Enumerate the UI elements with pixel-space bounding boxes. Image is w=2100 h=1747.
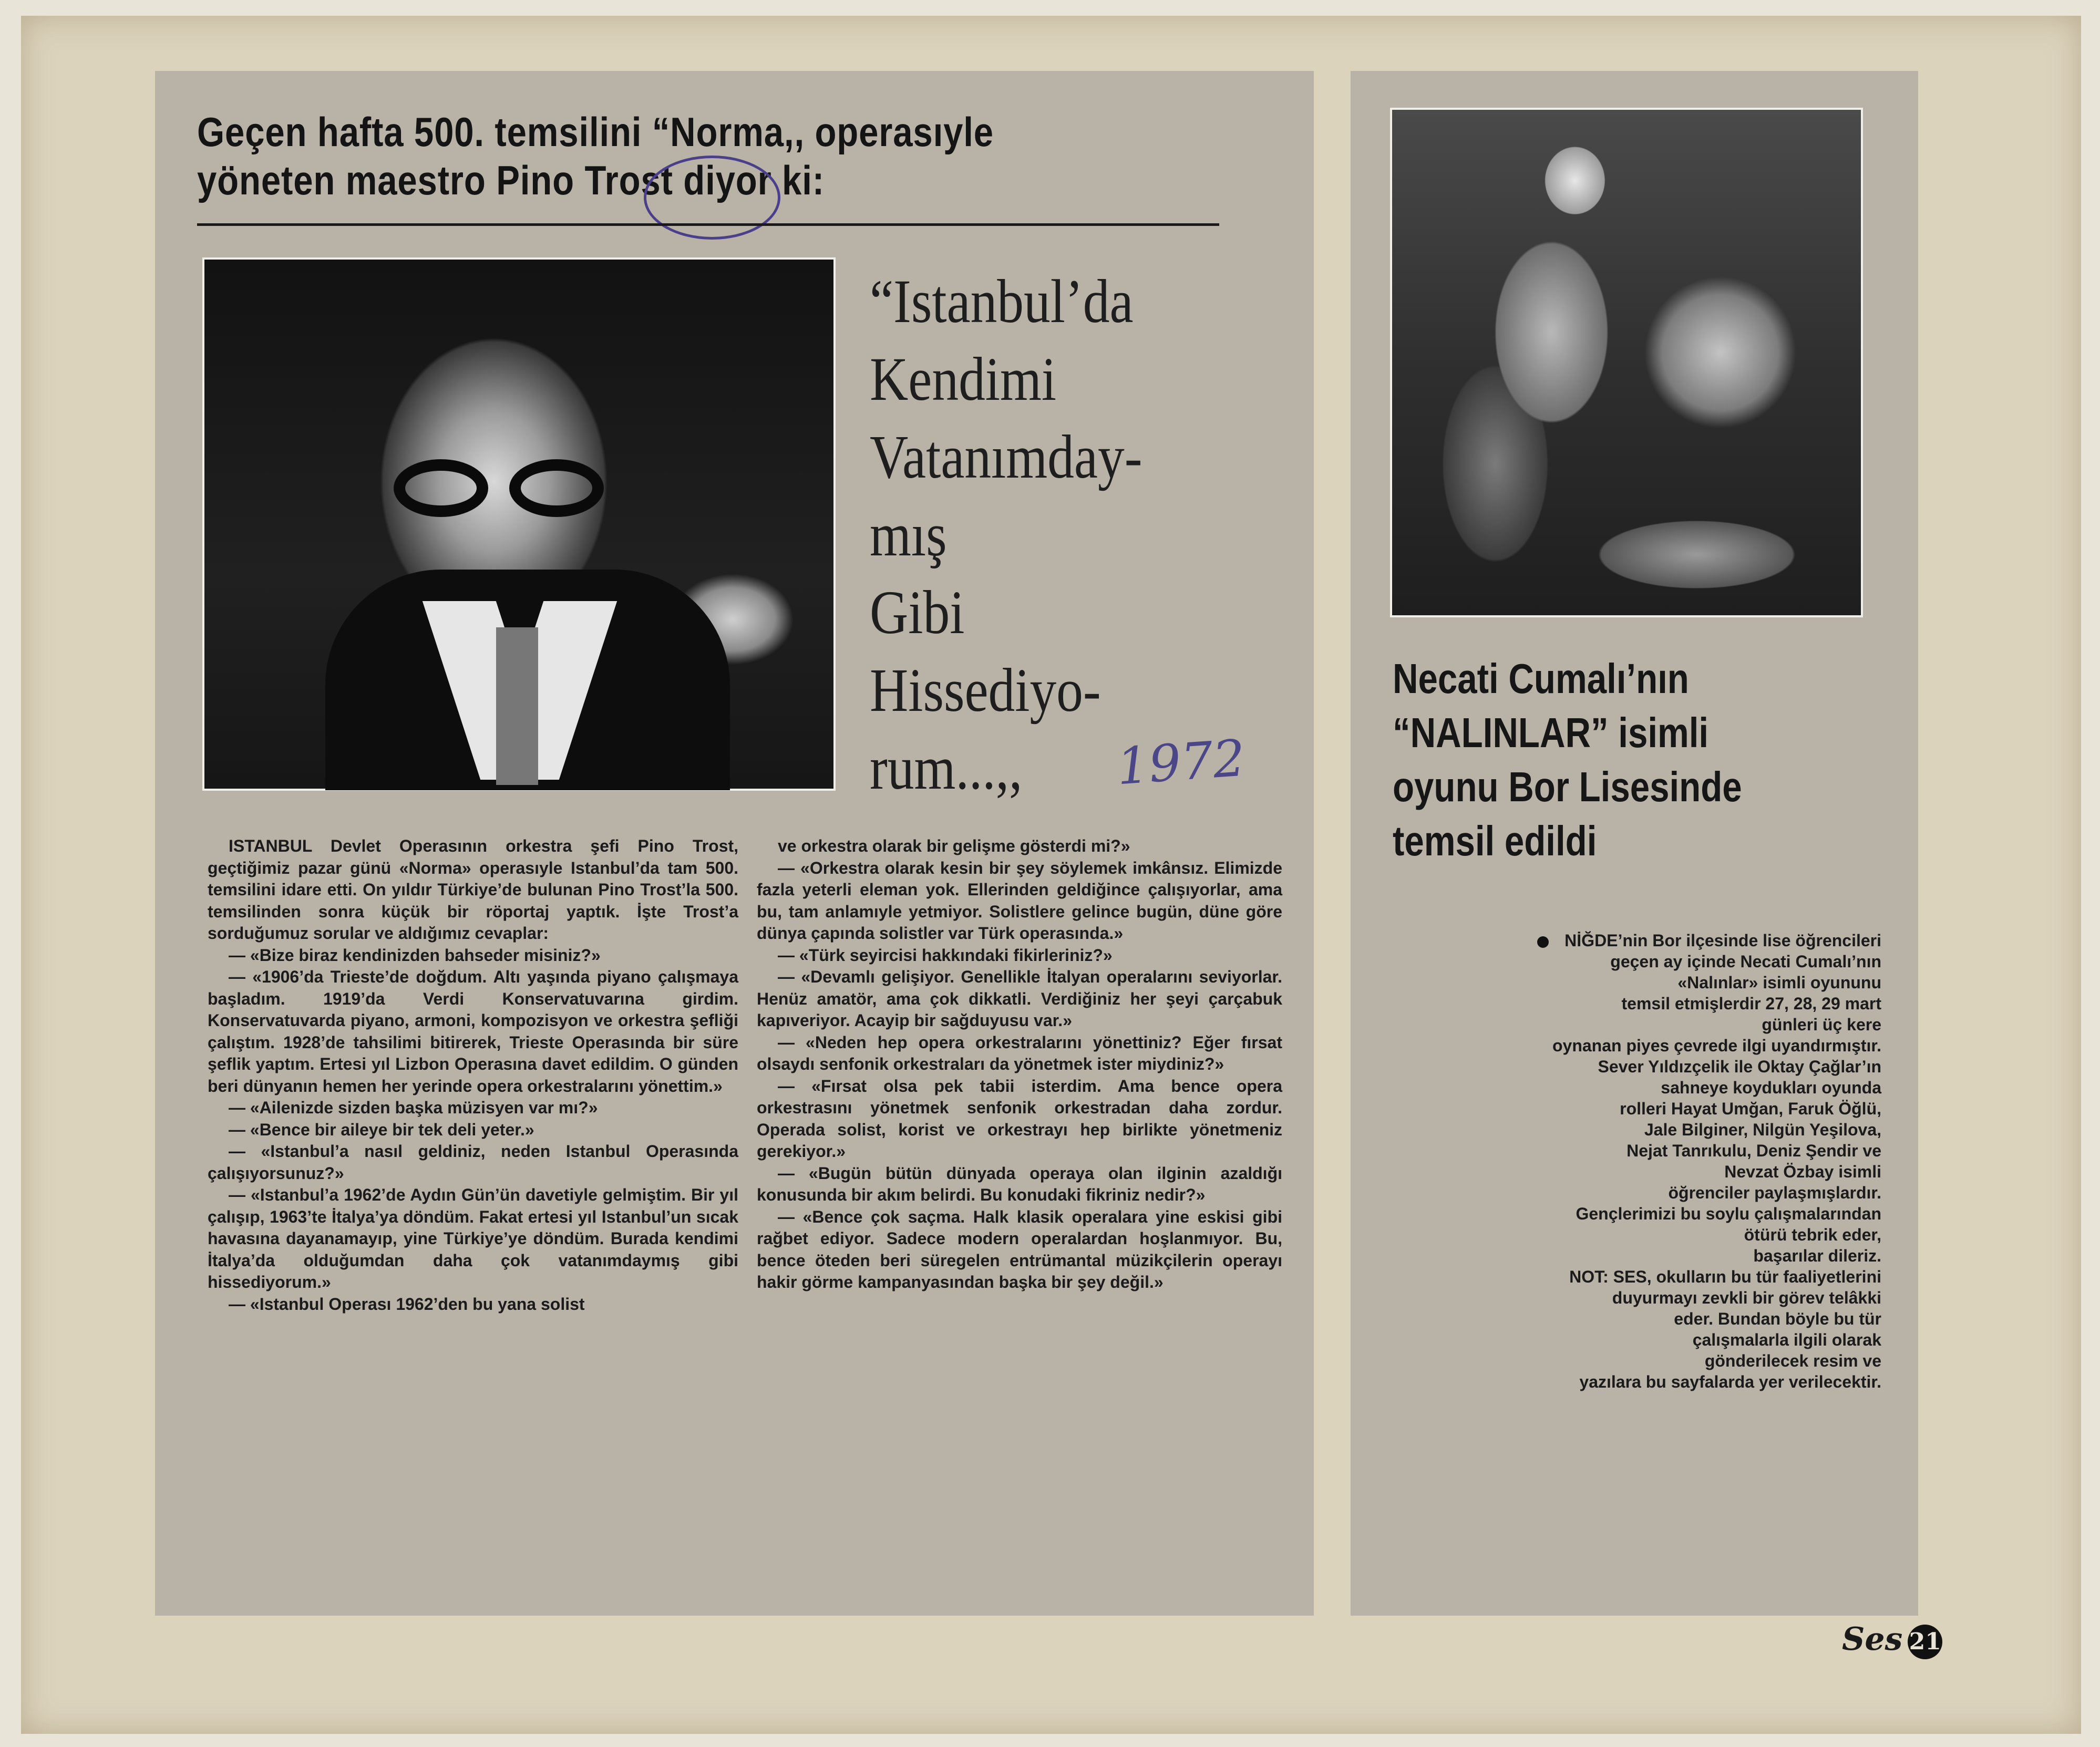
body-line: «Nalınlar» isimli oyununu: [1677, 973, 1881, 992]
portrait-photo: [202, 257, 836, 791]
headline-line-2: yöneten maestro Pino Trost diyor ki:: [197, 157, 825, 203]
paragraph: — «Türk seyircisi hakkındaki fikirleriniz?»: [778, 945, 1113, 965]
body-line: Sever Yıldızçelik ile Oktay Çağlar’ın: [1598, 1057, 1881, 1076]
right-article-body: [1393, 930, 1881, 1392]
handwritten-year-note: 1972: [1115, 728, 1247, 797]
pull-quote: [870, 263, 1186, 807]
paragraph: ve orkestra olarak bir gelişme gösterdi mi?»: [778, 836, 1130, 855]
paragraph: — «1906’da Trieste’de doğdum. Altı yaşında piyano çalışmaya başladım. 1919’da Verdi Konservatuvarına girdim. Konservatuvarda piyano, armoni, kompozisyon ve orkestra şefliği çalıştım. 1928’de tahsilimi bitirerek, Trieste Operasında bir süre şeflik yaptım. Ertesi yıl Lizbon Operasına davet edildim. O günden beri dünyanın hemen her yerinde opera orkestralarını yönettim.»: [208, 967, 738, 1095]
quote-line: Vatanımday-: [870, 422, 1142, 491]
right-headline-line: temsil edildi: [1393, 818, 1597, 864]
paragraph: — «Fırsat olsa pek tabii isterdim. Ama bence opera orkestrasını yönetmek senfonik orkestradan daha zordur. Operada solist, korist ve orkestrayı hep birlikte yönetmeniz gerekiyor.»: [757, 1076, 1282, 1161]
paragraph: — «Bugün bütün dünyada operaya olan ilginin azaldığı konusunda bir akım belirdi. Bu konudaki fikriniz nedir?»: [757, 1163, 1282, 1204]
left-headline: [197, 108, 1078, 204]
body-line-first: [1393, 930, 1881, 951]
body-line: geçen ay içinde Necati Cumalı’nın: [1610, 952, 1881, 971]
body-line: öğrenciler paylaşmışlardır.: [1668, 1183, 1881, 1202]
page-number: 21: [1908, 1625, 1942, 1659]
paragraph: — «Bize biraz kendinizden bahseder misiniz?»: [229, 945, 601, 965]
paragraph: — «Neden hep opera orkestralarını yönettiniz? Eğer fırsat olsaydı senfonik orkestraları da yönetmek ister miydiniz?»: [757, 1032, 1282, 1073]
body-line: gönderilecek resim ve: [1704, 1351, 1881, 1370]
page-footer: [1842, 1621, 1942, 1659]
body-line: başarılar dileriz.: [1753, 1246, 1881, 1265]
body-line: yazılara bu sayfalarda yer verilecektir.: [1579, 1372, 1881, 1391]
body-line: Jale Bilginer, Nilgün Yeşilova,: [1644, 1120, 1881, 1139]
paragraph: — «Ailenizde sizden başka müzisyen var mı?»: [229, 1098, 598, 1117]
body-line: duyurmayı zevkli bir görev telâkki: [1612, 1288, 1881, 1307]
headline-divider: [197, 223, 1219, 226]
paragraph: — «Orkestra olarak kesin bir şey söylemek imkânsız. Elimizde fazla yeterli eleman yok. Ellerinden geldiğince çalışıyorlar, ama bu, tam anlamıyle yetmiyor. Solistlere gelince bugün, düne göre dünya çapında solistler var Türk operasında.»: [757, 858, 1282, 943]
headline-line-1: Geçen hafta 500. temsilini “Norma,, operasıyle: [197, 109, 994, 155]
body-line: Gençlerimizi bu soylu çalışmalarından: [1576, 1204, 1881, 1223]
body-line: temsil etmişlerdir 27, 28, 29 mart: [1621, 994, 1881, 1013]
portrait-tie: [496, 627, 538, 785]
body-line: rolleri Hayat Umğan, Faruk Öğlü,: [1620, 1099, 1881, 1118]
paragraph: — «Istanbul’a nasıl geldiniz, neden Istanbul Operasında çalışıyorsunuz?»: [208, 1142, 738, 1183]
body-line: NOT: SES, okulların bu tür faaliyetlerini: [1569, 1267, 1881, 1286]
glasses-lens-left: [394, 459, 488, 517]
right-headline: [1393, 652, 1825, 868]
paragraph: — «Devamlı gelişiyor. Genellikle İtalyan operalarını seviyorlar. Henüz amatör, ama çok dikkatli. Verdiğiniz her şeyi çarçabuk kapıveriyor. Acayip bir sağduyusu var.»: [757, 967, 1282, 1030]
paragraph: — «Istanbul’a 1962’de Aydın Gün’ün davetiyle gelmiştim. Bir yıl çalışıp, 1963’te İtalya’ya döndüm. Fakat ertesi yıl Istanbul’un sıcak havasına dayanamayıp, yine Türkiye’ye döndüm. Burada kendimi İtalya’da olduğumdan daha çok vatanımdaymış gibi hissediyorum.»: [208, 1185, 738, 1291]
quote-line: rum...,,: [870, 733, 1023, 802]
paragraph: — «Istanbul Operası 1962’den bu yana solist: [229, 1294, 585, 1314]
paragraph: ISTANBUL Devlet Operasının orkestra şefi Pino Trost, geçtiğimiz pazar günü «Norma» operasıyle Istanbul’da tam 500. temsilini idare etti. On yıldır Türkiye’de bulunan Pino Trost’la 500. temsilinden sonra küçük bir röportaj yaptık. İşte Trost’a sorduğumuz sorular ve aldığımız cevaplar:: [208, 836, 738, 943]
article-column-1: [208, 835, 738, 1315]
quote-line: Hissediyo-: [870, 656, 1101, 725]
paragraph: — «Bence bir aileye bir tek deli yeter.»: [229, 1120, 534, 1139]
body-line: NİĞDE’nin Bor ilçesinde lise öğrencileri: [1564, 931, 1881, 950]
portrait-glasses: [362, 459, 625, 522]
body-line: Nevzat Özbay isimli: [1724, 1162, 1881, 1181]
body-line: sahneye koydukları oyunda: [1661, 1078, 1881, 1097]
right-headline-line: oyunu Bor Lisesinde: [1393, 763, 1742, 810]
glasses-lens-right: [509, 459, 604, 517]
right-headline-line: Necati Cumalı’nın: [1393, 655, 1689, 702]
body-line: günleri üç kere: [1762, 1015, 1881, 1034]
paragraph: — «Bence çok saçma. Halk klasik operalara yine eskisi gibi rağbet ediyor. Sadece modern operalardan hoşlanmıyor. Bu, bence öteden beri süregelen entrümantal müzikçilerin operayı hakir görme kampanyasından başka bir şey değil.»: [757, 1207, 1282, 1291]
body-line: eder. Bundan böyle bu tür: [1674, 1309, 1881, 1328]
quote-line: Gibi: [870, 578, 965, 647]
article-column-2: [757, 835, 1282, 1294]
body-line: çalışmalarla ilgili olarak: [1692, 1330, 1881, 1349]
magazine-logo: Ses: [1842, 1621, 1903, 1658]
play-scene-photo: [1390, 108, 1863, 617]
body-line: oynanan piyes çevrede ilgi uyandırmıştır.: [1552, 1036, 1881, 1055]
body-line: Nejat Tanrıkulu, Deniz Şendir ve: [1627, 1141, 1881, 1160]
pen-circle-annotation: [644, 156, 780, 240]
bullet-icon: [1537, 936, 1549, 948]
quote-line: Kendimi: [870, 345, 1057, 414]
right-headline-line: “NALINLAR” isimli: [1393, 709, 1709, 756]
quote-line: mış: [870, 500, 947, 569]
quote-line: “Istanbul’da: [870, 267, 1134, 336]
body-line: ötürü tebrik eder,: [1744, 1225, 1881, 1244]
